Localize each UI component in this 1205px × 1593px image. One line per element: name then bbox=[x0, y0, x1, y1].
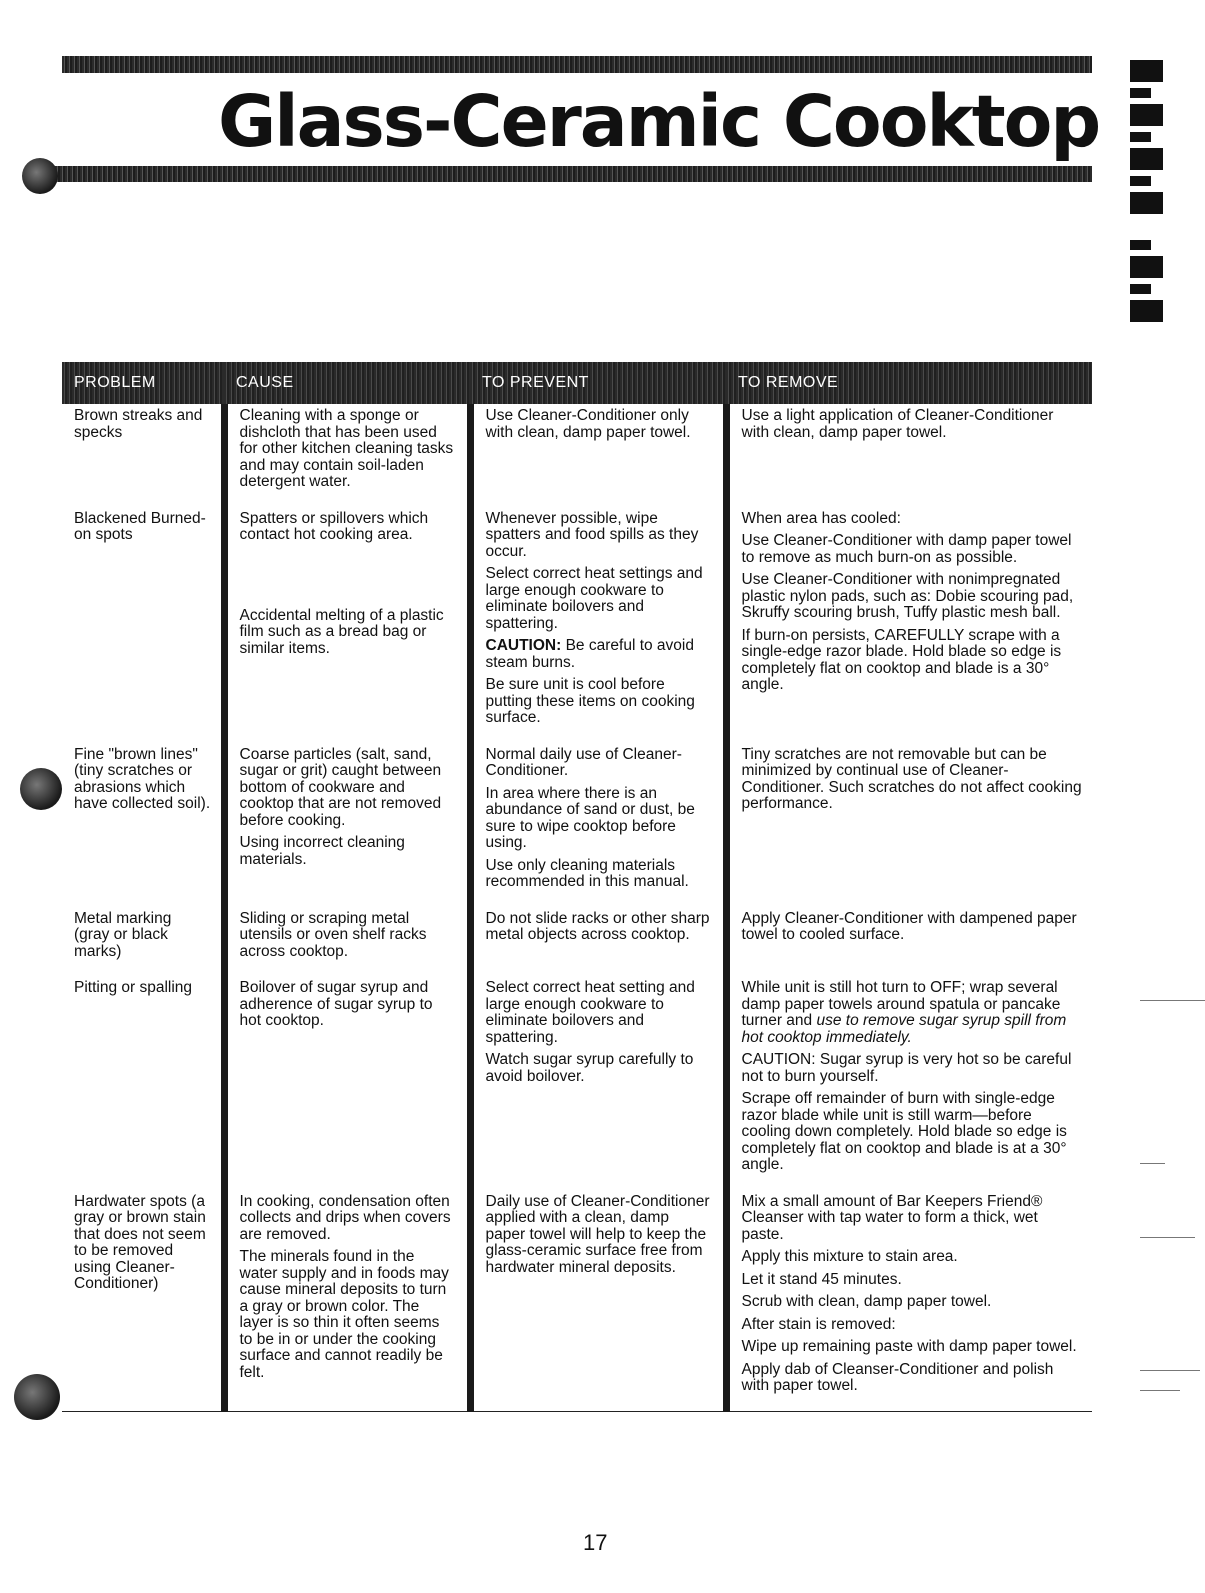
page-title: Glass-Ceramic Cooktop bbox=[218, 80, 1100, 163]
prevent-text: Whenever possible, wipe spatters and food spills as they occur. bbox=[485, 509, 699, 560]
problem-cell bbox=[62, 1190, 224, 1412]
binder-hole-bottom bbox=[14, 1374, 60, 1420]
remove-text: Use Cleaner-Conditioner with damp paper towel to remove as much burn-on as possible. bbox=[741, 532, 1072, 566]
remove-text: Use a light application of Cleaner-Conditioner with clean, damp paper towel. bbox=[741, 407, 1054, 441]
problem-cell bbox=[62, 404, 224, 507]
cause-cell bbox=[224, 507, 470, 743]
cause-text: In cooking, condensation often collects and drips when covers are removed. bbox=[239, 1192, 451, 1243]
problem-text: Fine "brown lines" (tiny scratches or abrasions which have collected soil). bbox=[74, 745, 211, 812]
header-prevent: TO PREVENT bbox=[470, 362, 726, 404]
remove-text: Let it stand 45 minutes. bbox=[741, 1270, 902, 1288]
remove-cell bbox=[726, 743, 1092, 907]
prevent-text: Do not slide racks or other sharp metal objects across cooktop. bbox=[485, 909, 710, 943]
remove-text: Apply dab of Cleanser-Conditioner and polish with paper towel. bbox=[741, 1360, 1054, 1394]
edge-rule bbox=[1140, 1000, 1205, 1001]
edge-tab-mark bbox=[1130, 256, 1190, 278]
edge-tab-mark bbox=[1130, 148, 1190, 170]
edge-tab-mark bbox=[1130, 300, 1190, 322]
remove-text: If burn-on persists, CAREFULLY scrape with a single-edge razor blade. Hold blade so edge is completely flat on cooktop and blade is a 30° angle. bbox=[741, 626, 1062, 693]
table-row bbox=[62, 507, 1092, 743]
prevent-text: Use only cleaning materials recommended in this manual. bbox=[485, 856, 689, 890]
prevent-text: Select correct heat setting and large enough cookware to eliminate boilovers and spattering. bbox=[485, 979, 695, 1046]
prevent-text: Daily use of Cleaner-Conditioner applied with a clean, damp paper towel will help to keep the glass-ceramic surface free from hardwater mineral deposits. bbox=[485, 1192, 710, 1276]
remove-italic-text: use to remove sugar syrup spill from hot cooktop immediately. bbox=[741, 1012, 1067, 1046]
remove-text: CAUTION: Sugar syrup is very hot so be careful not to burn yourself. bbox=[741, 1051, 1072, 1085]
edge-tab-mark bbox=[1130, 132, 1190, 142]
remove-text: Apply Cleaner-Conditioner with dampened paper towel to cooled surface. bbox=[741, 909, 1077, 943]
remove-text: Mix a small amount of Bar Keepers Friend® Cleanser with tap water to form a thick, wet paste. bbox=[741, 1192, 1043, 1243]
edge-tab-mark bbox=[1130, 104, 1190, 126]
remove-text: Apply this mixture to stain area. bbox=[741, 1248, 958, 1265]
cause-cell bbox=[224, 976, 470, 1190]
cause-text: The minerals found in the water supply and in foods may cause mineral deposits to turn a gray or brown color. The layer is so thin it often seems to be in or under the cooking surface and cannot readily be felt. bbox=[239, 1248, 449, 1381]
problem-cell bbox=[62, 743, 224, 907]
edge-rule bbox=[1140, 1390, 1180, 1391]
page-number: 17 bbox=[583, 1530, 608, 1555]
edge-tab-mark bbox=[1130, 88, 1190, 98]
prevent-text: Normal daily use of Cleaner-Conditioner. bbox=[485, 745, 682, 779]
header-cause: CAUSE bbox=[224, 362, 470, 404]
remove-text: Tiny scratches are not removable but can be minimized by continual use of Cleaner-Conditioner. Such scratches do not affect cooking performance. bbox=[741, 745, 1082, 812]
prevent-caution bbox=[486, 638, 713, 671]
table-header-row bbox=[62, 362, 1092, 404]
cause-cell bbox=[224, 1190, 470, 1412]
problem-text: Blackened Burned-on spots bbox=[74, 509, 206, 543]
remove-cell bbox=[726, 507, 1092, 743]
remove-lead-text: While unit is still hot turn to OFF; wrap several damp paper towels around spatula or pancake turner and bbox=[741, 979, 1061, 1029]
cause-cell bbox=[224, 907, 470, 977]
remove-text: When area has cooled: bbox=[741, 509, 901, 527]
edge-rule bbox=[1140, 1370, 1200, 1371]
prevent-text: Be sure unit is cool before putting these items on cooking surface. bbox=[485, 676, 695, 726]
caution-label: CAUTION: bbox=[485, 637, 562, 654]
header-band-top bbox=[62, 56, 1092, 73]
table-row bbox=[62, 1190, 1092, 1412]
remove-text: After stain is removed: bbox=[741, 1315, 896, 1333]
cause-text: Coarse particles (salt, sand, sugar or grit) caught between bottom of cookware and cooktop that are not removed before cooking. bbox=[239, 745, 442, 829]
cause-cell bbox=[224, 404, 470, 507]
cause-text: Cleaning with a sponge or dishcloth that has been used for other kitchen cleaning tasks and may contain soil-laden detergent water. bbox=[239, 407, 454, 490]
edge-rule bbox=[1140, 1237, 1195, 1238]
edge-tab-mark bbox=[1130, 176, 1190, 186]
problem-text: Hardwater spots (a gray or brown stain that does not seem to be removed using Cleaner-Conditioner) bbox=[74, 1192, 206, 1292]
problem-cell bbox=[62, 976, 224, 1190]
table-row bbox=[62, 404, 1092, 507]
binder-hole-middle bbox=[20, 768, 62, 810]
edge-tab-mark bbox=[1130, 192, 1190, 214]
remove-cell bbox=[726, 404, 1092, 507]
prevent-text: Watch sugar syrup carefully to avoid boilover. bbox=[485, 1051, 694, 1085]
header-band-bottom bbox=[50, 166, 1092, 182]
edge-tab-marks bbox=[1130, 60, 1190, 328]
cause-text: Sliding or scraping metal utensils or oven shelf racks across cooktop. bbox=[239, 909, 427, 960]
edge-tab-mark bbox=[1130, 284, 1190, 294]
problem-cell bbox=[62, 507, 224, 743]
cause-text: Accidental melting of a plastic film such as a bread bag or similar items. bbox=[239, 606, 444, 657]
remove-text: Wipe up remaining paste with damp paper towel. bbox=[741, 1338, 1077, 1355]
remove-text: Scrub with clean, damp paper towel. bbox=[741, 1293, 992, 1310]
prevent-text: Select correct heat settings and large enough cookware to eliminate boilovers and spattering. bbox=[485, 565, 703, 632]
edge-tab-mark bbox=[1130, 60, 1190, 82]
remove-cell bbox=[726, 1190, 1092, 1412]
prevent-cell bbox=[470, 976, 726, 1190]
table-row bbox=[62, 907, 1092, 977]
remove-text bbox=[742, 980, 1083, 1046]
prevent-cell bbox=[470, 507, 726, 743]
cooktop-care-table bbox=[62, 362, 1092, 1412]
header-remove: TO REMOVE bbox=[726, 362, 1092, 404]
problem-text: Brown streaks and specks bbox=[74, 407, 203, 441]
edge-rule bbox=[1140, 1163, 1165, 1164]
prevent-cell bbox=[470, 1190, 726, 1412]
remove-text: Scrape off remainder of burn with single-edge razor blade while unit is still warm—before cooling down completely. Hold blade so edge is completely flat on cooktop and blade is at a 30° angle. bbox=[741, 1090, 1067, 1173]
cause-text: Boilover of sugar syrup and adherence of sugar syrup to hot cooktop. bbox=[239, 979, 433, 1029]
cause-cell bbox=[224, 743, 470, 907]
caution-text: Be careful to avoid steam burns. bbox=[485, 637, 694, 671]
header-problem: PROBLEM bbox=[62, 362, 224, 404]
remove-cell bbox=[726, 976, 1092, 1190]
cause-text: Spatters or spillovers which contact hot cooking area. bbox=[239, 509, 429, 543]
edge-tab-mark bbox=[1130, 240, 1190, 250]
table-row bbox=[62, 976, 1092, 1190]
problem-text: Metal marking (gray or black marks) bbox=[74, 909, 172, 960]
prevent-cell bbox=[470, 743, 726, 907]
prevent-cell bbox=[470, 404, 726, 507]
prevent-text: Use Cleaner-Conditioner only with clean, damp paper towel. bbox=[485, 407, 691, 441]
problem-text: Pitting or spalling bbox=[74, 979, 193, 996]
cause-text: Using incorrect cleaning materials. bbox=[239, 834, 405, 868]
remove-text: Use Cleaner-Conditioner with nonimpregnated plastic nylon pads, such as: Dobie scouring pad, Skruffy scouring brush, Tuffy plastic mesh ball. bbox=[741, 571, 1074, 621]
prevent-text: In area where there is an abundance of sand or dust, be sure to wipe cooktop before using. bbox=[485, 784, 695, 851]
prevent-cell bbox=[470, 907, 726, 977]
remove-cell bbox=[726, 907, 1092, 977]
problem-cell bbox=[62, 907, 224, 977]
binder-hole-top bbox=[22, 158, 58, 194]
table-row bbox=[62, 743, 1092, 907]
